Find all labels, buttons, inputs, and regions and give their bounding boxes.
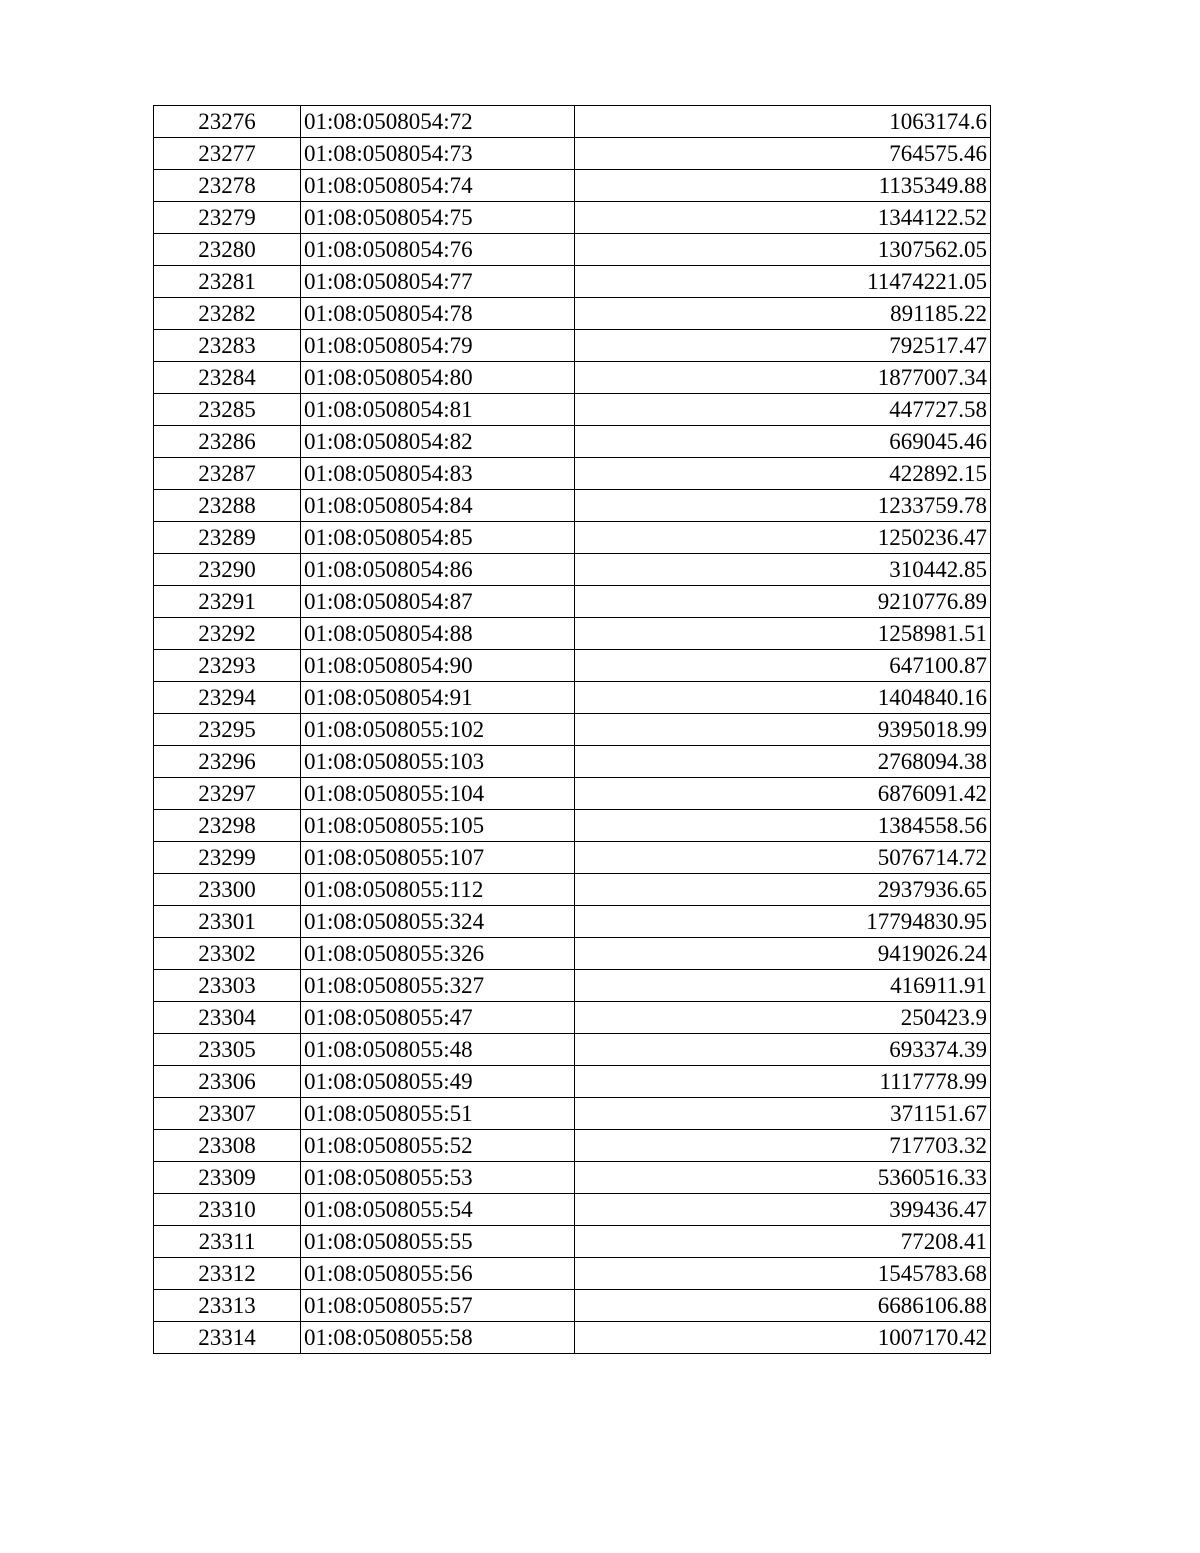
table-row [154, 970, 991, 1002]
cadastral-number-cell: 01:08:0508054:76 [301, 234, 575, 266]
value-cell: 9210776.89 [575, 586, 991, 618]
cadastral-number-cell: 01:08:0508054:90 [301, 650, 575, 682]
value-cell: 1258981.51 [575, 618, 991, 650]
value-cell: 1344122.52 [575, 202, 991, 234]
table-row [154, 1002, 991, 1034]
value-cell: 693374.39 [575, 1034, 991, 1066]
table-row [154, 1258, 991, 1290]
cadastral-number-cell: 01:08:0508054:72 [301, 106, 575, 138]
value-cell: 1307562.05 [575, 234, 991, 266]
value-cell: 1877007.34 [575, 362, 991, 394]
row-number-cell: 23281 [154, 266, 301, 298]
row-number-cell: 23305 [154, 1034, 301, 1066]
row-number-cell: 23277 [154, 138, 301, 170]
cadastral-number-cell: 01:08:0508054:87 [301, 586, 575, 618]
value-cell: 422892.15 [575, 458, 991, 490]
row-number-cell: 23312 [154, 1258, 301, 1290]
row-number-cell: 23301 [154, 906, 301, 938]
row-number-cell: 23286 [154, 426, 301, 458]
table-row [154, 202, 991, 234]
cadastral-number-cell: 01:08:0508054:86 [301, 554, 575, 586]
row-number-cell: 23300 [154, 874, 301, 906]
value-cell: 9395018.99 [575, 714, 991, 746]
cadastral-number-cell: 01:08:0508054:78 [301, 298, 575, 330]
value-cell: 5360516.33 [575, 1162, 991, 1194]
cadastral-number-cell: 01:08:0508054:83 [301, 458, 575, 490]
value-cell: 5076714.72 [575, 842, 991, 874]
table-row [154, 394, 991, 426]
row-number-cell: 23306 [154, 1066, 301, 1098]
row-number-cell: 23314 [154, 1322, 301, 1354]
value-cell: 669045.46 [575, 426, 991, 458]
row-number-cell: 23297 [154, 778, 301, 810]
table-row [154, 1226, 991, 1258]
cadastral-number-cell: 01:08:0508055:54 [301, 1194, 575, 1226]
value-cell: 792517.47 [575, 330, 991, 362]
table-row [154, 810, 991, 842]
cadastral-number-cell: 01:08:0508055:324 [301, 906, 575, 938]
cadastral-number-cell: 01:08:0508055:327 [301, 970, 575, 1002]
table-row [154, 1162, 991, 1194]
value-cell: 371151.67 [575, 1098, 991, 1130]
cadastral-number-cell: 01:08:0508055:48 [301, 1034, 575, 1066]
value-cell: 1404840.16 [575, 682, 991, 714]
table-row [154, 234, 991, 266]
value-cell: 1250236.47 [575, 522, 991, 554]
table-row [154, 170, 991, 202]
value-cell: 447727.58 [575, 394, 991, 426]
value-cell: 891185.22 [575, 298, 991, 330]
value-cell: 17794830.95 [575, 906, 991, 938]
cadastral-number-cell: 01:08:0508054:77 [301, 266, 575, 298]
cadastral-number-cell: 01:08:0508054:74 [301, 170, 575, 202]
cadastral-number-cell: 01:08:0508055:57 [301, 1290, 575, 1322]
cadastral-number-cell: 01:08:0508054:73 [301, 138, 575, 170]
table-row [154, 682, 991, 714]
cadastral-number-cell: 01:08:0508055:326 [301, 938, 575, 970]
value-cell: 1007170.42 [575, 1322, 991, 1354]
cadastral-number-cell: 01:08:0508055:47 [301, 1002, 575, 1034]
table-row [154, 618, 991, 650]
row-number-cell: 23299 [154, 842, 301, 874]
value-cell: 1117778.99 [575, 1066, 991, 1098]
cadastral-number-cell: 01:08:0508054:79 [301, 330, 575, 362]
table-row [154, 522, 991, 554]
table-row [154, 1034, 991, 1066]
table-row [154, 874, 991, 906]
cadastral-number-cell: 01:08:0508054:91 [301, 682, 575, 714]
row-number-cell: 23292 [154, 618, 301, 650]
cadastral-number-cell: 01:08:0508054:81 [301, 394, 575, 426]
row-number-cell: 23296 [154, 746, 301, 778]
cadastral-number-cell: 01:08:0508055:58 [301, 1322, 575, 1354]
table-row [154, 938, 991, 970]
value-cell: 717703.32 [575, 1130, 991, 1162]
cadastral-number-cell: 01:08:0508055:104 [301, 778, 575, 810]
cadastral-number-cell: 01:08:0508055:107 [301, 842, 575, 874]
cadastral-number-cell: 01:08:0508055:51 [301, 1098, 575, 1130]
table-row [154, 1194, 991, 1226]
row-number-cell: 23289 [154, 522, 301, 554]
row-number-cell: 23313 [154, 1290, 301, 1322]
row-number-cell: 23284 [154, 362, 301, 394]
table-row [154, 746, 991, 778]
table-row [154, 1290, 991, 1322]
row-number-cell: 23291 [154, 586, 301, 618]
table-row [154, 330, 991, 362]
value-cell: 764575.46 [575, 138, 991, 170]
table-row [154, 778, 991, 810]
value-cell: 77208.41 [575, 1226, 991, 1258]
row-number-cell: 23283 [154, 330, 301, 362]
table-row [154, 490, 991, 522]
table-row [154, 138, 991, 170]
cadastral-number-cell: 01:08:0508055:56 [301, 1258, 575, 1290]
row-number-cell: 23303 [154, 970, 301, 1002]
value-cell: 647100.87 [575, 650, 991, 682]
row-number-cell: 23304 [154, 1002, 301, 1034]
cadastral-number-cell: 01:08:0508055:102 [301, 714, 575, 746]
table-row [154, 842, 991, 874]
table-row [154, 906, 991, 938]
value-cell: 2768094.38 [575, 746, 991, 778]
value-cell: 6876091.42 [575, 778, 991, 810]
cadastral-number-cell: 01:08:0508055:55 [301, 1226, 575, 1258]
cadastral-number-cell: 01:08:0508054:80 [301, 362, 575, 394]
row-number-cell: 23285 [154, 394, 301, 426]
table-row [154, 1098, 991, 1130]
row-number-cell: 23276 [154, 106, 301, 138]
value-cell: 250423.9 [575, 1002, 991, 1034]
cadastral-number-cell: 01:08:0508055:105 [301, 810, 575, 842]
row-number-cell: 23302 [154, 938, 301, 970]
row-number-cell: 23288 [154, 490, 301, 522]
table-row [154, 586, 991, 618]
cadastral-number-cell: 01:08:0508055:112 [301, 874, 575, 906]
table-row [154, 266, 991, 298]
row-number-cell: 23282 [154, 298, 301, 330]
value-cell: 9419026.24 [575, 938, 991, 970]
table-row [154, 1066, 991, 1098]
table-row [154, 1322, 991, 1354]
value-cell: 1063174.6 [575, 106, 991, 138]
row-number-cell: 23309 [154, 1162, 301, 1194]
row-number-cell: 23308 [154, 1130, 301, 1162]
cadastral-number-cell: 01:08:0508054:84 [301, 490, 575, 522]
value-cell: 399436.47 [575, 1194, 991, 1226]
row-number-cell: 23295 [154, 714, 301, 746]
cadastral-number-cell: 01:08:0508055:53 [301, 1162, 575, 1194]
table-row [154, 362, 991, 394]
table-row [154, 1130, 991, 1162]
row-number-cell: 23311 [154, 1226, 301, 1258]
value-cell: 1135349.88 [575, 170, 991, 202]
table-row [154, 650, 991, 682]
data-table [153, 105, 991, 1354]
row-number-cell: 23280 [154, 234, 301, 266]
table-row [154, 554, 991, 586]
value-cell: 310442.85 [575, 554, 991, 586]
table-row [154, 106, 991, 138]
value-cell: 11474221.05 [575, 266, 991, 298]
cadastral-number-cell: 01:08:0508054:75 [301, 202, 575, 234]
table-row [154, 298, 991, 330]
table-body [154, 106, 991, 1354]
row-number-cell: 23279 [154, 202, 301, 234]
value-cell: 2937936.65 [575, 874, 991, 906]
row-number-cell: 23307 [154, 1098, 301, 1130]
row-number-cell: 23293 [154, 650, 301, 682]
row-number-cell: 23278 [154, 170, 301, 202]
cadastral-number-cell: 01:08:0508054:85 [301, 522, 575, 554]
cadastral-number-cell: 01:08:0508055:52 [301, 1130, 575, 1162]
row-number-cell: 23294 [154, 682, 301, 714]
cadastral-number-cell: 01:08:0508055:103 [301, 746, 575, 778]
table-row [154, 458, 991, 490]
cadastral-number-cell: 01:08:0508055:49 [301, 1066, 575, 1098]
table-row [154, 426, 991, 458]
value-cell: 1384558.56 [575, 810, 991, 842]
row-number-cell: 23287 [154, 458, 301, 490]
cadastral-number-cell: 01:08:0508054:82 [301, 426, 575, 458]
value-cell: 6686106.88 [575, 1290, 991, 1322]
value-cell: 1545783.68 [575, 1258, 991, 1290]
row-number-cell: 23290 [154, 554, 301, 586]
value-cell: 416911.91 [575, 970, 991, 1002]
row-number-cell: 23310 [154, 1194, 301, 1226]
table-row [154, 714, 991, 746]
row-number-cell: 23298 [154, 810, 301, 842]
value-cell: 1233759.78 [575, 490, 991, 522]
cadastral-number-cell: 01:08:0508054:88 [301, 618, 575, 650]
